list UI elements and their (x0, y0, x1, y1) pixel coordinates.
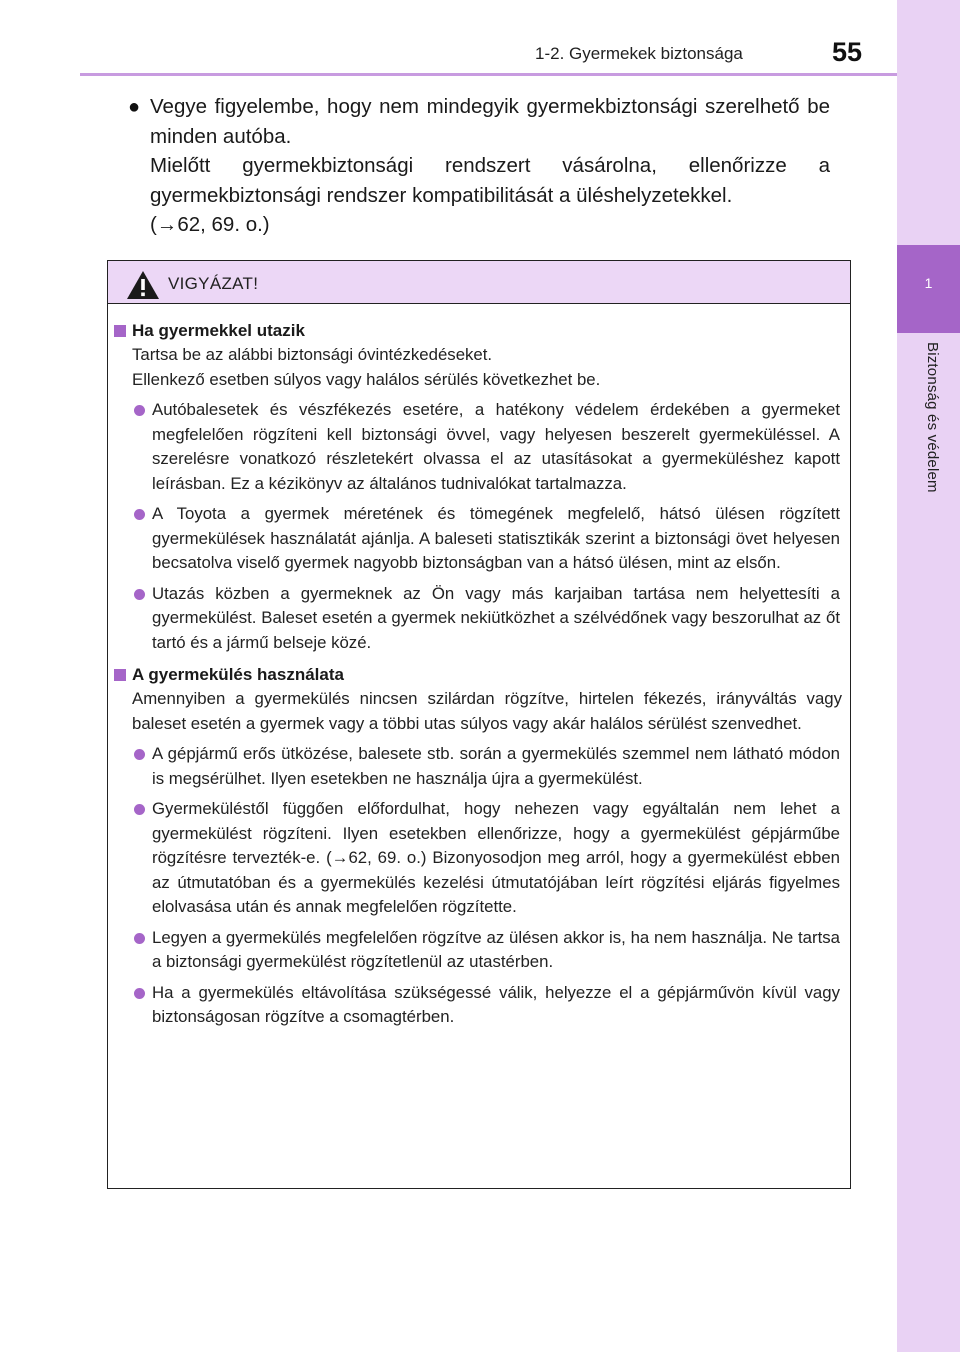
section-heading: A gyermekülés használata (114, 663, 842, 687)
intro-line-1: Vegye figyelembe, hogy nem mindegyik gyermekbiztonsági szerelhető be minden autóba. (150, 95, 830, 148)
intro-line-2: Mielőtt gyermekbiztonsági rendszert vásárolna, ellenőrizze a gyermekbiztonsági rendszer kompatibilitását a üléshelyzetekkel. (150, 154, 830, 207)
chapter-number: 1 (924, 275, 933, 291)
section-title: 1-2. Gyermekek biztonsága (535, 44, 743, 63)
warning-bullet: Legyen a gyermekülés megfelelően rögzítve az ülésen akkor is, ha nem használja. Ne tartsa a biztonsági gyermekülést rögzítetlenül az utastérben. (114, 926, 842, 975)
warning-bullet: Ha a gyermekülés eltávolítása szükségessé válik, helyezze el a gépjárművön kívül vagy biztonságosan rögzítve a csomagtérben. (114, 981, 842, 1030)
header-divider (80, 73, 897, 76)
intro-reference: (→62, 69. o.) (150, 213, 270, 236)
section-heading: Ha gyermekkel utazik (114, 319, 842, 343)
warning-box (107, 260, 851, 1189)
side-chapter-bar (897, 0, 960, 1352)
warning-bullet: A gépjármű erős ütközése, balesete stb. során a gyermekülés szemmel nem látható módon is megsérülhet. Ilyen esetekben ne használja újra a gyermekülést. (114, 742, 842, 791)
section-intro: Tartsa be az alábbi biztonsági óvintézkedéseket. Ellenkező esetben súlyos vagy halálos sérülés következhet be. (132, 345, 601, 389)
section-intro: Amennyiben a gyermekülés nincsen szilárdan rögzítve, hirtelen fékezés, irányváltás vagy baleset esetén a gyermek vagy a többi utas súlyos vagy akár halálos sérülést szenvedhet. (132, 689, 842, 733)
dot-bullet-icon (134, 509, 145, 520)
warning-body (114, 319, 842, 1030)
warning-triangle-icon (126, 270, 160, 300)
square-bullet-icon (114, 669, 126, 681)
dot-bullet-icon (134, 589, 145, 600)
warning-bullet: Utazás közben a gyermeknek az Ön vagy más karjaiban tartása nem helyettesíti a gyermekülést. Baleset esetén a gyermek nekiütközhet a szélvédőnek vagy beszorulhat az őt tartó és a jármű belseje közé. (114, 582, 842, 656)
dot-bullet-icon (134, 405, 145, 416)
warning-bullet: Gyermeküléstől függően előfordulhat, hogy nehezen vagy egyáltalán nem lehet a gyermekülést rögzíteni. Ilyen esetekben ellenőrizze, hogy a gyermekülést gépjárműbe rögzítésre tervezték-e. (→62, 69. o.) Bizonyosodjon meg arról, hogy a gyermekülést ebben az útmutatóban és a gyermekülés kezelési útmutatójában leírt rögzítési eljárás figyelmes elolvasása után és annak megfelelően rögzítette. (114, 797, 842, 920)
warning-header (108, 261, 850, 304)
dot-bullet-icon (134, 749, 145, 760)
dot-bullet-icon (134, 988, 145, 999)
intro-paragraph (150, 92, 830, 240)
dot-bullet-icon (134, 933, 145, 944)
warning-bullet: Autóbalesetek és vészfékezés esetére, a hatékony védelem érdekében a gyermeket megfelelően rögzíteni kell biztonsági övvel, vagy helyesen beszerelt gyermeküléssel. A szerelésre vonatkozó részletekért olvassa el az utasításokat a gyermeküléshez kapott leírásban. Ez a kézikönyv az általános tudnivalókat tartalmazza. (114, 398, 842, 496)
chapter-title: Biztonság és védelem (924, 342, 941, 493)
square-bullet-icon (114, 325, 126, 337)
bullet-icon: ● (128, 96, 141, 118)
warning-bullet: A Toyota a gyermek méretének és tömegének megfelelő, hátsó ülésen rögzített gyermekülések használatát ajánlja. A baleseti statisztikák szerint a biztonsági övet helyesen becsatolva viselő gyermek nagyobb biztonságban van a hátsó ülésen, mint az elsőn. (114, 502, 842, 576)
dot-bullet-icon (134, 804, 145, 815)
chapter-tab[interactable] (897, 245, 960, 333)
warning-title: VIGYÁZAT! (168, 274, 259, 293)
page-number: 55 (832, 37, 863, 67)
